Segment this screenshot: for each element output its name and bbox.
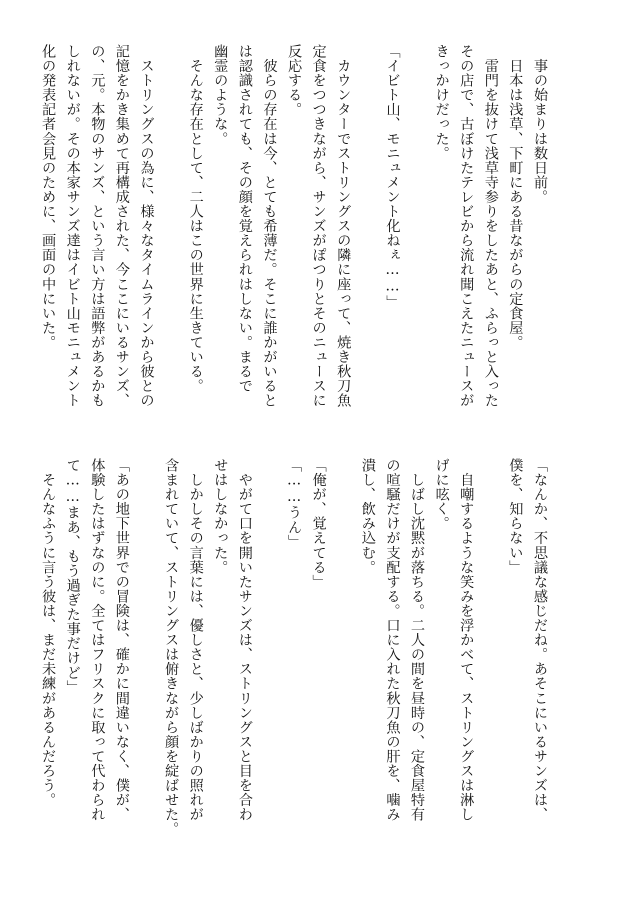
bottom-blank-line <box>134 458 159 860</box>
bottom-text-line: 体験したはずなのに。全てはフリスクに取って代わられ <box>89 458 106 822</box>
bottom-text-block <box>40 458 552 860</box>
top-text-line: 日本は浅草、下町にある昔ながらの定食屋。 <box>507 44 524 350</box>
bottom-blank-line <box>331 458 356 860</box>
top-text-line: 彼らの存在は今、とても希薄だ。そこに誰かがいると <box>261 44 278 408</box>
bottom-text-line: せはしなかった。 <box>212 458 229 575</box>
bottom-text-line: げに呟く。 <box>433 458 450 531</box>
top-text-line: 反応する。 <box>286 44 303 117</box>
bottom-text-line: 僕を、知らない」 <box>507 458 524 575</box>
top-text-line: 雷門を抜けて浅草寺参りをしたあと、ふらっと入った <box>482 44 499 408</box>
top-text-line: 定食をつつきながら、サンズがぽつりとそのニュースに <box>310 44 327 408</box>
top-text-line: その店で、古ぼけたテレビから流れ聞こえたニュースが <box>458 44 475 408</box>
top-text-line: は認識されても、その顔を覚えられはしない。まるで <box>236 44 253 394</box>
top-text-line: 「イビト山、モニュメント化ねぇ……」 <box>384 44 401 310</box>
top-text-line: の、元。本物のサンズ、という言い方は語弊があるかも <box>89 44 106 408</box>
top-blank-line <box>355 44 380 436</box>
top-text-line: 事の始まりは数日前。 <box>532 44 548 205</box>
top-blank-line <box>404 44 429 436</box>
top-text-block <box>40 44 552 436</box>
top-text-line: 幽霊のような。 <box>212 44 229 146</box>
top-text-line: きっかけだった。 <box>433 44 450 161</box>
top-text-line: 化の発表記者会見のために、画面の中にいた。 <box>40 44 57 350</box>
bottom-text-line: て……まあ、もう過ぎた事だけど」 <box>64 458 81 695</box>
bottom-text-line: 「なんか、不思議な感じだね。あそこにいるサンズは、 <box>532 458 548 822</box>
bottom-text-line: 含まれていて、ストリングスは俯きながら顔を綻ばせた。 <box>163 458 180 837</box>
bottom-text-line: 「俺が、覚えてる」 <box>310 458 327 589</box>
bottom-text-line: しばし沈黙が落ちる。二人の間を昼時の、定食屋特有 <box>409 458 426 822</box>
top-blank-line <box>159 44 184 436</box>
bottom-text-line: 自嘲するような笑みを浮かべて、ストリングスは淋し <box>458 458 475 822</box>
bottom-text-line: やがて口を開いたサンズは、ストリングスと目を合わ <box>236 458 253 822</box>
bottom-text-line: 「あの地下世界での冒険は、確かに間違いなく、僕が、 <box>113 458 130 822</box>
top-text-line: そんな存在として、二人はこの世界に生きている。 <box>187 44 204 394</box>
bottom-blank-line <box>478 458 503 860</box>
bottom-text-line: そんなふうに言う彼は、まだ未練があるんだろう。 <box>40 458 57 808</box>
bottom-blank-line <box>257 458 282 860</box>
bottom-text-line: 潰し、飲み込む。 <box>359 458 376 575</box>
bottom-text-line: しかしその言葉には、優しさと、少しばかりの照れが <box>187 458 204 822</box>
bottom-text-line: の喧騒だけが支配する。口に入れた秋刀魚の肝を、噛み <box>384 458 401 822</box>
top-text-line: しれないが。その本家サンズ達はイビト山モニュメント <box>64 44 81 408</box>
top-text-line: カウンターでストリングスの隣に座って、焼き秋刀魚 <box>335 44 352 408</box>
top-text-line: 記憶をかき集めて再構成された、今ここにいるサンズ、 <box>113 44 130 408</box>
top-text-line: ストリングスの為に、様々なタイムラインから彼との <box>138 44 155 408</box>
bottom-text-line: 「……うん」 <box>286 458 303 549</box>
